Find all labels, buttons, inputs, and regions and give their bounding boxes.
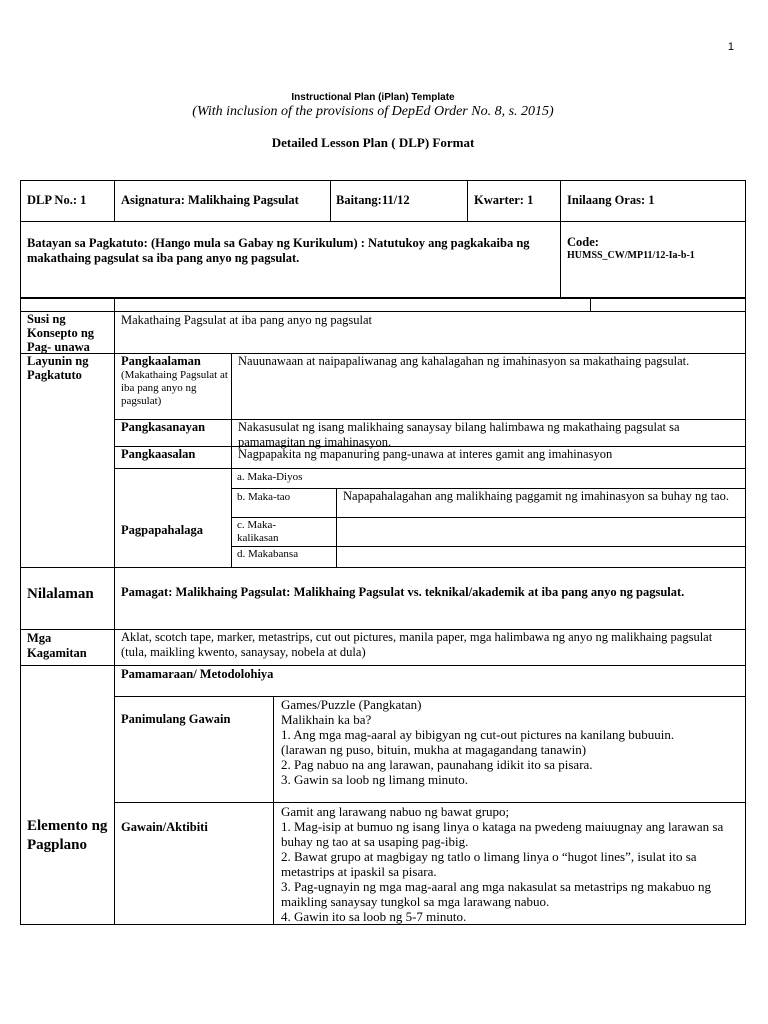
gawain-aktibiti-content: [281, 804, 726, 924]
value-makabansa-label: d. Makabansa: [237, 548, 299, 560]
value-maka-diyos-label: a. Maka-Diyos: [237, 471, 303, 483]
pangkaasalan-label: Pangkaasalan: [121, 447, 196, 461]
kwarter: Kwarter: 1: [474, 193, 534, 207]
pangkaasalan-value: Nagpapakita ng mapanuring pang-unawa at interes gamit ang imahinasyon: [238, 447, 613, 461]
value-maka-kalikasan-label: c. Maka-kalikasan: [237, 519, 279, 544]
pangkaalaman-note: (Makathaing Pagsulat at iba pang anyo ng pagsulat): [121, 369, 228, 407]
dlp-number: DLP No.: 1: [27, 193, 87, 207]
panimulang-line: 3. Gawin sa loob ng limang minuto.: [281, 772, 469, 787]
inilaang-oras: Inilaang Oras: 1: [567, 193, 655, 207]
susi-label: Susi ng Konsepto ng Pag- unawa: [27, 312, 95, 354]
pangkaalaman-label: Pangkaalaman: [121, 354, 201, 368]
template-subtitle: (With inclusion of the provisions of DepEd Order No. 8, s. 2015): [192, 104, 554, 119]
baitang: Baitang:11/12: [336, 193, 410, 207]
code-value: HUMSS_CW/MP11/12-Ia-b-1: [567, 250, 695, 261]
template-title: Instructional Plan (iPlan) Template: [291, 92, 455, 103]
panimulang-gawain-content: [281, 697, 721, 787]
panimulang-line: 1. Ang mga mag-aaral ay bibigyan ng cut-out pictures na kanilang bubuuin. (larawan ng puso, bituin, mukha at magagandang tanawin): [281, 727, 675, 757]
gawain-line: Gamit ang larawang nabuo ng bawat grupo;: [281, 804, 510, 819]
batayan-sa-pagkatuto: Batayan sa Pagkatuto: (Hango mula sa Gabay ng Kurikulum) : Natutukoy ang pagkakaiba ng makathaing pagsulat sa iba pang anyo ng pagsulat.: [27, 236, 530, 265]
panimulang-line: 2. Pag nabuo na ang larawan, paunahang idikit ito sa pisara.: [281, 757, 593, 772]
layunin-label: Layunin ng Pagkatuto: [27, 354, 89, 382]
gawain-line: 3. Pag-ugnayin ng mga mag-aaral ang mga nakasulat sa metastrips ng makabuo ng maikling sanaysay tungkol sa mga larawang nabuo.: [281, 879, 711, 909]
elemento-label: Elemento ng Pagplano: [27, 818, 108, 853]
code-label: Code:: [567, 235, 599, 249]
kagamitan-label: Mga Kagamitan: [27, 631, 87, 660]
pangkasanayan-label: Pangkasanayan: [121, 420, 206, 434]
format-title: Detailed Lesson Plan ( DLP) Format: [271, 135, 475, 150]
gawain-line: 1. Mag-isip at bumuo ng isang linya o kataga na pwedeng maiuugnay ang larawan sa buhay ng tao at sa usaping pag-ibig.: [281, 819, 724, 849]
pagpapahalaga-label: Pagpapahalaga: [121, 523, 203, 537]
asignatura: Asignatura: Malikhaing Pagsulat: [121, 193, 299, 207]
gawain-line: 4. Gawin ito sa loob ng 5-7 minuto.: [281, 909, 467, 924]
panimulang-line: Malikhain ka ba?: [281, 712, 372, 727]
nilalaman-label: Nilalaman: [27, 586, 94, 602]
panimulang-line: Games/Puzzle (Pangkatan): [281, 697, 422, 712]
panimulang-gawain-label: Panimulang Gawain: [121, 712, 231, 726]
pangkaalaman-value: Nauunawaan at naipapaliwanag ang kahalagahan ng imahinasyon sa makathaing pagsulat.: [238, 354, 690, 368]
value-maka-tao-label: b. Maka-tao: [237, 491, 291, 503]
kagamitan-value: Aklat, scotch tape, marker, metastrips, cut out pictures, manila paper, mga halimbawa ng anyo ng malikhaing pagsulat (tula, maikling kwento, sanaysay, nobela at dula): [121, 630, 713, 659]
gawain-line: 2. Bawat grupo at magbigay ng tatlo o limang linya o “hugot lines”, isulat ito sa metastrips at ipaskil sa pisara.: [281, 849, 697, 879]
value-maka-tao-value: Napapahalagahan ang malikhaing paggamit ng imahinasyon sa buhay ng tao.: [343, 489, 729, 503]
pamamaraan-label: Pamamaraan/ Metodolohiya: [121, 667, 274, 681]
pangkasanayan-value: Nakasusulat ng isang malikhaing sanaysay bilang halimbawa ng makathaing pagsulat sa pamamagitan ng imahinasyon.: [238, 420, 680, 449]
page-number: 1: [727, 41, 734, 53]
nilalaman-value: Pamagat: Malikhaing Pagsulat: Malikhaing Pagsulat vs. teknikal/akademik at iba pang anyo ng pagsulat.: [121, 585, 685, 599]
gawain-aktibiti-label: Gawain/Aktibiti: [121, 820, 208, 834]
susi-value: Makathaing Pagsulat at iba pang anyo ng pagsulat: [121, 313, 372, 327]
